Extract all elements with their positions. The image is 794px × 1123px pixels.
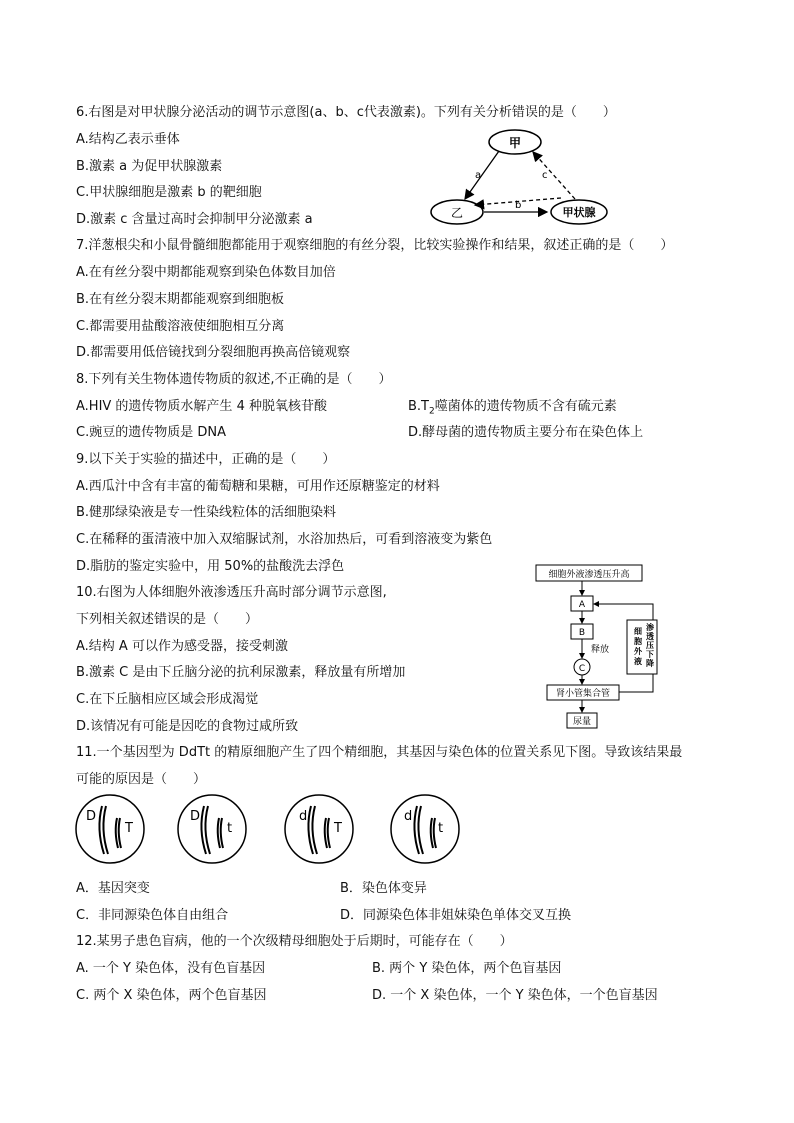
q11-option-d: D．同源染色体非姐妹染色单体交叉互换 bbox=[340, 908, 572, 923]
node-yi-label: 乙 bbox=[450, 206, 464, 220]
cell-2-right-gene: t bbox=[227, 821, 233, 836]
q12-option-a: A. 一个 Y 染色体，没有色盲基因 bbox=[76, 961, 266, 976]
q11-stem-line2: 可能的原因是（ ） bbox=[76, 772, 207, 787]
sperm-cell-1 bbox=[76, 795, 144, 863]
q6-stem: 6.右图是对甲状腺分泌活动的调节示意图(a、b、c代表激素)。下列有关分析错误的是（ ） bbox=[76, 105, 616, 120]
cell-2-left-gene: D bbox=[190, 809, 201, 824]
q10-option-d: D.该情况有可能是因吃的食物过咸所致 bbox=[76, 719, 299, 734]
q12-stem: 12.某男子患色盲病，他的一个次级精母细胞处于后期时，可能存在（ ） bbox=[76, 934, 513, 949]
q7-option-c: C.都需要用盐酸溶液使细胞相互分离 bbox=[76, 319, 285, 334]
side-label-1: 细胞外液 bbox=[634, 627, 642, 666]
cell-3-right-gene: T bbox=[334, 821, 342, 836]
q8-option-a: A.HIV 的遗传物质水解产生 4 种脱氧核苷酸 bbox=[76, 399, 327, 414]
q10-stem-line2: 下列相关叙述错误的是（ ） bbox=[76, 612, 259, 627]
box-b-label: B bbox=[578, 628, 586, 638]
q10-option-b: B.激素 C 是由下丘脑分泌的抗利尿激素，释放量有所增加 bbox=[76, 665, 406, 680]
q9-option-b: B.健那绿染液是专一性染线粒体的活细胞染料 bbox=[76, 505, 337, 520]
label-b: b bbox=[515, 200, 522, 211]
q9-option-a: A.西瓜汁中含有丰富的葡萄糖和果糖，可用作还原糖鉴定的材料 bbox=[76, 479, 440, 494]
node-gland-label: 甲状腺 bbox=[562, 206, 596, 219]
q8-option-b-sub: 2 bbox=[429, 406, 435, 417]
sperm-cell-4 bbox=[391, 795, 459, 863]
q6-option-c: C.甲状腺细胞是激素 b 的靶细胞 bbox=[76, 185, 262, 200]
q11-option-b: B．染色体变异 bbox=[340, 881, 427, 896]
q12-option-c: C. 两个 X 染色体，两个色盲基因 bbox=[76, 988, 267, 1003]
q10-stem-line1: 10.右图为人体细胞外液渗透压升高时部分调节示意图, bbox=[76, 585, 387, 600]
q8-option-b-prefix: B.T bbox=[408, 399, 429, 414]
q8-option-d: D.酵母菌的遗传物质主要分布在染色体上 bbox=[408, 425, 644, 440]
q11-option-a: A．基因突变 bbox=[76, 881, 150, 896]
arrow-a bbox=[465, 151, 499, 199]
q10-osmotic-diagram bbox=[533, 562, 671, 732]
box-a-label: A bbox=[578, 600, 586, 610]
node-jia-label: 甲 bbox=[508, 136, 522, 150]
label-a: a bbox=[475, 170, 482, 181]
q11-sperm-cells bbox=[74, 792, 474, 866]
q6-thyroid-diagram bbox=[425, 126, 615, 226]
cell-1-right-gene: T bbox=[125, 821, 133, 836]
q10-option-c: C.在下丘脑相应区域会形成渴觉 bbox=[76, 692, 259, 707]
q6-option-d: D.激素 c 含量过高时会抑制甲分泌激素 a bbox=[76, 212, 313, 227]
box-top-label: 细胞外液渗透压升高 bbox=[548, 570, 630, 580]
q10-option-a: A.结构 A 可以作为感受器，接受刺激 bbox=[76, 639, 288, 654]
q11-stem-line1: 11.一个基因型为 DdTt 的精原细胞产生了四个精细胞，其基因与染色体的位置关系见下图。导致该结果最 bbox=[76, 745, 683, 760]
circle-c-label: C bbox=[578, 664, 586, 674]
q11-option-c: C．非同源染色体自由组合 bbox=[76, 908, 229, 923]
box-urine-label: 尿量 bbox=[572, 717, 592, 727]
sperm-cell-2 bbox=[178, 795, 246, 863]
q7-option-b: B.在有丝分裂末期都能观察到细胞板 bbox=[76, 292, 285, 307]
q7-option-a: A.在有丝分裂中期都能观察到染色体数目加倍 bbox=[76, 265, 336, 280]
q8-option-c: C.豌豆的遗传物质是 DNA bbox=[76, 425, 226, 440]
sperm-cell-3 bbox=[285, 795, 353, 863]
q6-option-b: B.激素 a 为促甲状腺激素 bbox=[76, 159, 223, 174]
q8-stem: 8.下列有关生物体遗传物质的叙述,不正确的是（ ） bbox=[76, 372, 392, 387]
q7-stem: 7.洋葱根尖和小鼠骨髓细胞都能用于观察细胞的有丝分裂，比较实验操作和结果，叙述正确的是（ ） bbox=[76, 238, 674, 253]
side-label-2: 渗透压下降 bbox=[646, 623, 654, 668]
cell-4-left-gene: d bbox=[404, 809, 413, 824]
q9-option-c: C.在稀释的蛋清液中加入双缩脲试剂，水浴加热后，可看到溶液变为紫色 bbox=[76, 532, 493, 547]
q12-option-d: D. 一个 X 染色体，一个 Y 染色体，一个色盲基因 bbox=[372, 988, 658, 1003]
q9-option-d: D.脂肪的鉴定实验中，用 50%的盐酸洗去浮色 bbox=[76, 559, 345, 574]
arrow-c-to-jia bbox=[533, 152, 575, 199]
cell-3-left-gene: d bbox=[299, 809, 308, 824]
q12-option-b: B. 两个 Y 染色体，两个色盲基因 bbox=[372, 961, 562, 976]
release-label: 释放 bbox=[591, 645, 610, 655]
box-kidney-label: 肾小管集合管 bbox=[555, 689, 611, 699]
q8-option-b bbox=[408, 398, 617, 421]
label-c: c bbox=[542, 170, 548, 181]
q8-option-b-suffix: 噬菌体的遗传物质不含有硫元素 bbox=[434, 399, 617, 414]
q6-option-a: A.结构乙表示垂体 bbox=[76, 132, 180, 147]
q7-option-d: D.都需要用低倍镜找到分裂细胞再换高倍镜观察 bbox=[76, 345, 351, 360]
cell-4-right-gene: t bbox=[438, 821, 444, 836]
q9-stem: 9.以下关于实验的描述中，正确的是（ ） bbox=[76, 452, 336, 467]
cell-1-left-gene: D bbox=[86, 809, 97, 824]
